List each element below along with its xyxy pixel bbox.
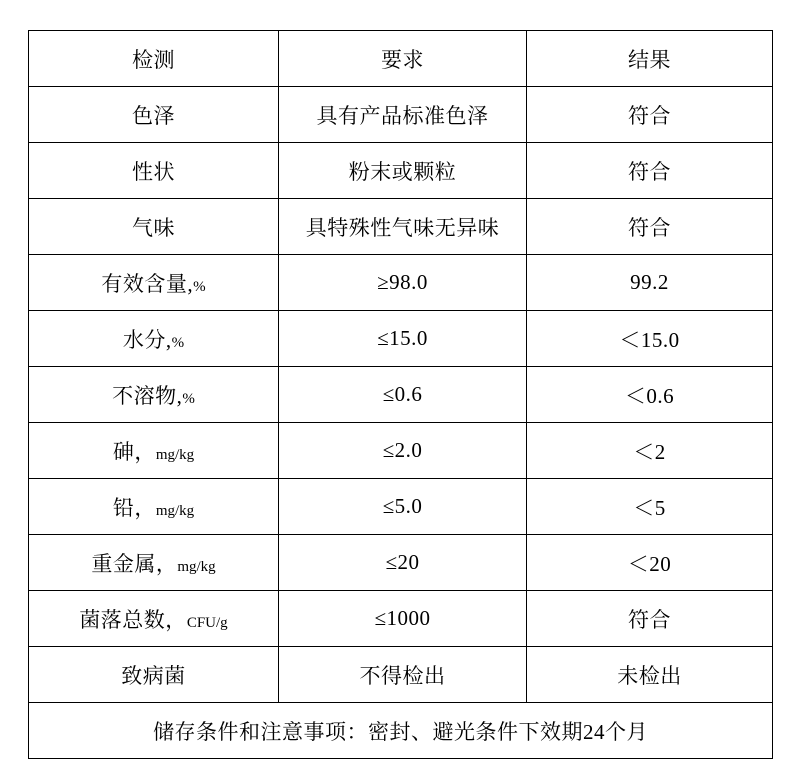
cell-item: 性状 <box>29 143 279 199</box>
table-row <box>29 479 773 535</box>
cell-requirement: ≤0.6 <box>279 367 527 423</box>
cell-result: ＜0.6 <box>527 367 773 423</box>
cell-item <box>29 367 279 423</box>
cell-requirement: ≤20 <box>279 535 527 591</box>
cell-item-label: 砷， <box>112 439 156 464</box>
cell-requirement: ≥98.0 <box>279 255 527 311</box>
cell-result: 符合 <box>527 591 773 647</box>
cell-item-label: 菌落总数， <box>79 607 187 632</box>
column-header-requirement: 要求 <box>279 31 527 87</box>
cell-item-unit: % <box>182 390 195 407</box>
cell-requirement: ≤5.0 <box>279 479 527 535</box>
cell-item-label: 重金属， <box>91 551 178 576</box>
cell-item <box>29 591 279 647</box>
cell-result: 未检出 <box>527 647 773 703</box>
storage-conditions-note: 储存条件和注意事项：密封、避光条件下效期24个月 <box>29 703 773 759</box>
table-header-row <box>29 31 773 87</box>
cell-requirement: 不得检出 <box>279 647 527 703</box>
cell-result: 99.2 <box>527 255 773 311</box>
cell-requirement: 粉末或颗粒 <box>279 143 527 199</box>
table-row <box>29 647 773 703</box>
table-row <box>29 535 773 591</box>
cell-item-unit: % <box>171 334 185 351</box>
cell-item <box>29 255 279 311</box>
cell-item-unit: mg/kg <box>155 502 195 519</box>
cell-requirement: 具有产品标准色泽 <box>279 87 527 143</box>
cell-item <box>29 423 279 479</box>
cell-result: ＜2 <box>527 423 773 479</box>
cell-item <box>29 311 279 367</box>
table-row <box>29 199 773 255</box>
cell-item: 致病菌 <box>29 647 279 703</box>
table-row <box>29 311 773 367</box>
cell-item-unit: mg/kg <box>177 558 216 575</box>
cell-item: 气味 <box>29 199 279 255</box>
cell-requirement: ≤1000 <box>279 591 527 647</box>
table-footer-row <box>29 703 773 759</box>
column-header-result: 结果 <box>527 31 773 87</box>
table-row <box>29 255 773 311</box>
cell-result: ＜20 <box>527 535 773 591</box>
cell-result: ＜15.0 <box>527 311 773 367</box>
table-row <box>29 591 773 647</box>
cell-item <box>29 535 279 591</box>
cell-item-unit: CFU/g <box>186 614 228 631</box>
column-header-item: 检测 <box>29 31 279 87</box>
cell-requirement: 具特殊性气味无异味 <box>279 199 527 255</box>
cell-result: ＜5 <box>527 479 773 535</box>
cell-item-label: 有效含量, <box>101 271 194 296</box>
table-row <box>29 423 773 479</box>
cell-requirement: ≤15.0 <box>279 311 527 367</box>
cell-result: 符合 <box>527 143 773 199</box>
cell-requirement: ≤2.0 <box>279 423 527 479</box>
cell-item-label: 不溶物, <box>112 383 183 408</box>
table-row <box>29 143 773 199</box>
cell-item-label: 铅， <box>112 495 156 520</box>
specification-table <box>28 30 773 759</box>
cell-item-label: 水分, <box>122 327 172 352</box>
table-row <box>29 87 773 143</box>
cell-item: 色泽 <box>29 87 279 143</box>
cell-item <box>29 479 279 535</box>
cell-item-unit: % <box>193 278 206 295</box>
cell-item-unit: mg/kg <box>155 446 195 463</box>
cell-result: 符合 <box>527 199 773 255</box>
cell-result: 符合 <box>527 87 773 143</box>
table-row <box>29 367 773 423</box>
